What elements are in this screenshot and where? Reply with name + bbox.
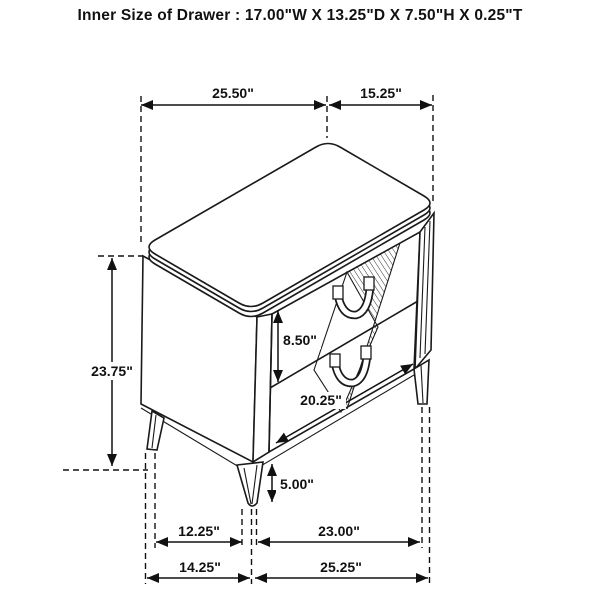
dimension-front-leg-span — [258, 523, 420, 542]
dimension-top-width — [141, 85, 326, 105]
dimension-leg-height — [272, 464, 318, 502]
dimension-front-width-overall — [255, 559, 428, 578]
nightstand-body — [141, 144, 434, 507]
dimension-label-leg-height: 5.00" — [280, 476, 314, 492]
bottom-drawer-handle — [330, 346, 371, 383]
dimension-label-front-leg-span: 23.00" — [318, 523, 360, 539]
dimension-side-leg-span — [156, 523, 242, 542]
dimension-overall-height — [85, 258, 139, 466]
dimension-label-top-width: 25.50" — [212, 85, 254, 101]
dimension-label-top-depth: 15.25" — [360, 85, 402, 101]
dimension-label-drawer-height: 8.50" — [283, 332, 317, 348]
dimension-side-depth-overall — [147, 559, 250, 578]
dimension-top-depth — [329, 85, 432, 105]
dimension-label-overall-height: 23.75" — [91, 363, 133, 379]
dimension-label-front-width-overall: 25.25" — [320, 559, 362, 575]
dimension-label-side-leg-span: 12.25" — [178, 523, 220, 539]
diagram-title: Inner Size of Drawer : 17.00"W X 13.25"D X 7.50"H X 0.25"T — [77, 7, 523, 24]
dimension-label-drawer-width: 20.25" — [300, 392, 342, 408]
front-center-leg — [237, 462, 263, 506]
back-left-leg — [147, 411, 164, 450]
dimension-label-side-depth-overall: 14.25" — [179, 559, 221, 575]
